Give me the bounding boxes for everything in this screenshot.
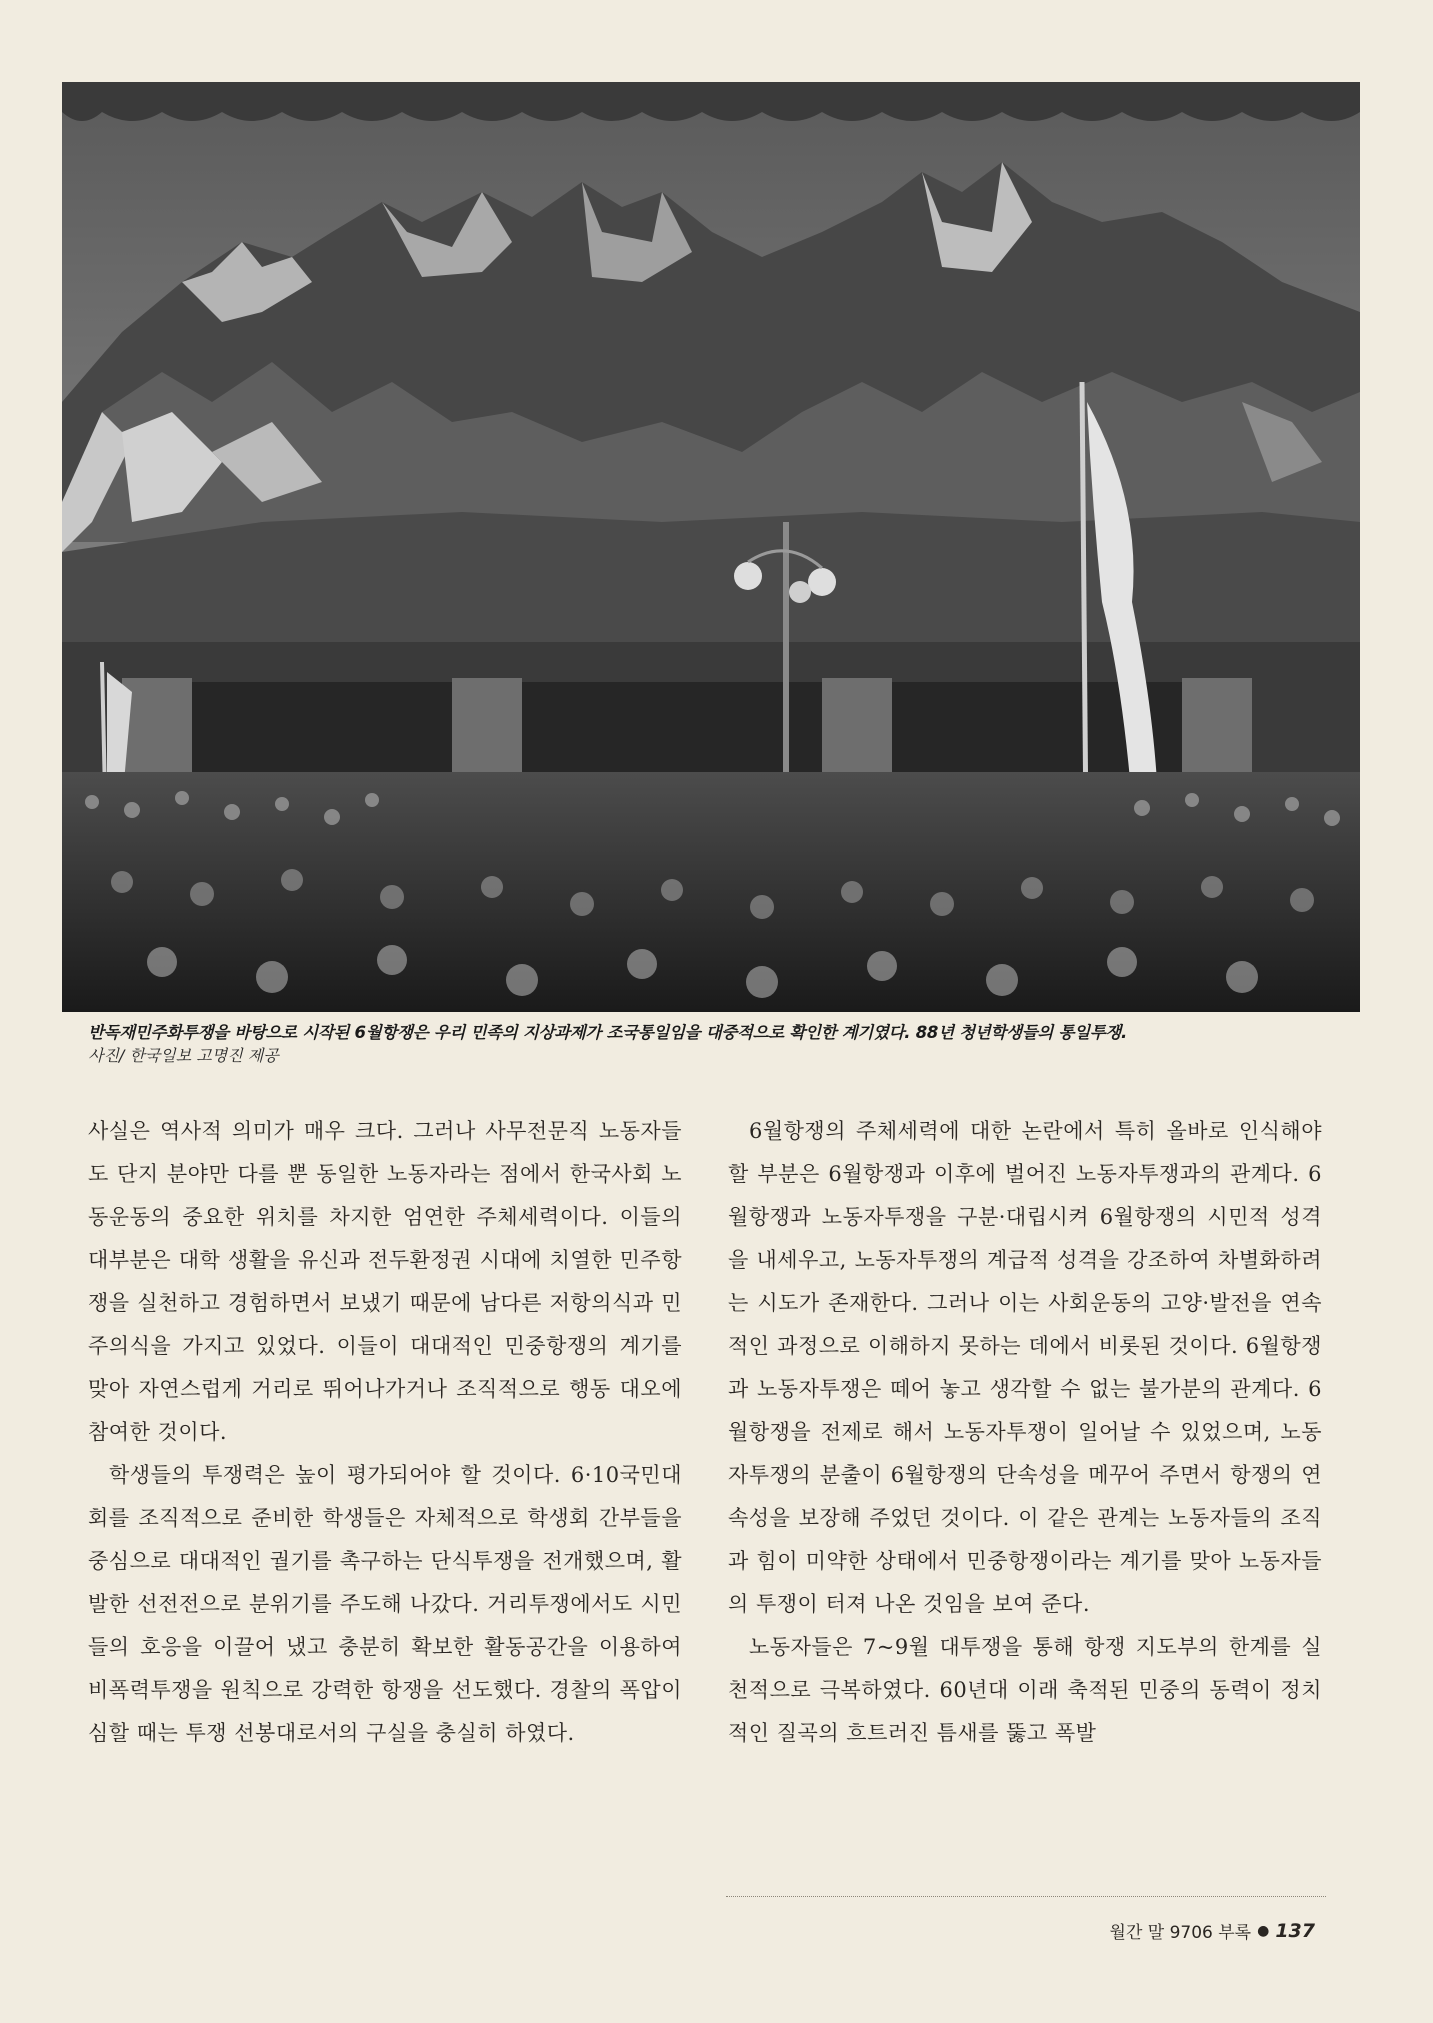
page-footer <box>1110 1918 1315 1943</box>
photo-illustration <box>62 82 1360 1012</box>
publication-name: 월간 말 9706 부록 <box>1109 1923 1252 1943</box>
rally-photo <box>62 82 1360 1012</box>
body-column-right <box>728 1110 1322 1755</box>
paragraph: 사실은 역사적 의미가 매우 크다. 그러나 사무전문직 노동자들도 단지 분야만 다를 뿐 동일한 노동자라는 점에서 한국사회 노동운동의 중요한 위치를 차지한 엄연한 주체세력이다. 이들의 대부분은 대학 생활을 유신과 전두환정권 시대에 치열한 민주항쟁을 실천하고 경험하면서 보냈기 때문에 남다른 저항의식과 민주의식을 가지고 있었다. 이들이 대대적인 민중항쟁의 계기를 맞아 자연스럽게 거리로 뛰어나가거나 조직적으로 행동 대오에 참여한 것이다. <box>88 1119 682 1444</box>
footer-divider <box>726 1896 1326 1897</box>
page-number: 137 <box>1275 1919 1315 1942</box>
bullet-icon: ● <box>1257 1922 1270 1939</box>
paragraph: 6월항쟁의 주체세력에 대한 논란에서 특히 올바로 인식해야 할 부분은 6월항쟁과 이후에 벌어진 노동자투쟁과의 관계다. 6월항쟁과 노동자투쟁을 구분·대립시켜 6월항쟁의 시민적 성격을 내세우고, 노동자투쟁의 계급적 성격을 강조하여 차별화하려는 시도가 존재한다. 그러나 이는 사회운동의 고양·발전을 연속적인 과정으로 이해하지 못하는 데에서 비롯된 것이다. 6월항쟁과 노동자투쟁은 떼어 놓고 생각할 수 없는 불가분의 관계다. 6월항쟁을 전제로 해서 노동자투쟁이 일어날 수 있었으며, 노동자투쟁의 분출이 6월항쟁의 단속성을 메꾸어 주면서 항쟁의 연속성을 보장해 주었던 것이다. 이 같은 관계는 노동자들의 조직과 힘이 미약한 상태에서 민중항쟁이라는 계기를 맞아 노동자들의 투쟁이 터져 나온 것임을 보여 준다. <box>728 1119 1322 1616</box>
paragraph: 노동자들은 7~9월 대투쟁을 통해 항쟁 지도부의 한계를 실천적으로 극복하였다. 60년대 이래 축적된 민중의 동력이 정치적인 질곡의 흐트러진 틈새를 뚫고 폭발 <box>728 1635 1322 1745</box>
body-column-left <box>88 1110 682 1755</box>
paragraph: 학생들의 투쟁력은 높이 평가되어야 할 것이다. 6·10국민대회를 조직적으로 준비한 학생들은 자체적으로 학생회 간부들을 중심으로 대대적인 궐기를 촉구하는 단식투쟁을 전개했으며, 활발한 선전전으로 분위기를 주도해 나갔다. 거리투쟁에서도 시민들의 호응을 이끌어 냈고 충분히 확보한 활동공간을 이용하여 비폭력투쟁을 원칙으로 강력한 항쟁을 선도했다. 경찰의 폭압이 심할 때는 투쟁 선봉대로서의 구실을 충실히 하였다. <box>88 1463 683 1745</box>
photo-credit: 사진/ 한국일보 고명진 제공 <box>88 1046 279 1065</box>
photo-caption: 반독재민주화투쟁을 바탕으로 시작된 6월항쟁은 우리 민족의 지상과제가 조국통일임을 대중적으로 확인한 계기였다. 88년 청년학생들의 통일투쟁. <box>88 1023 1127 1042</box>
